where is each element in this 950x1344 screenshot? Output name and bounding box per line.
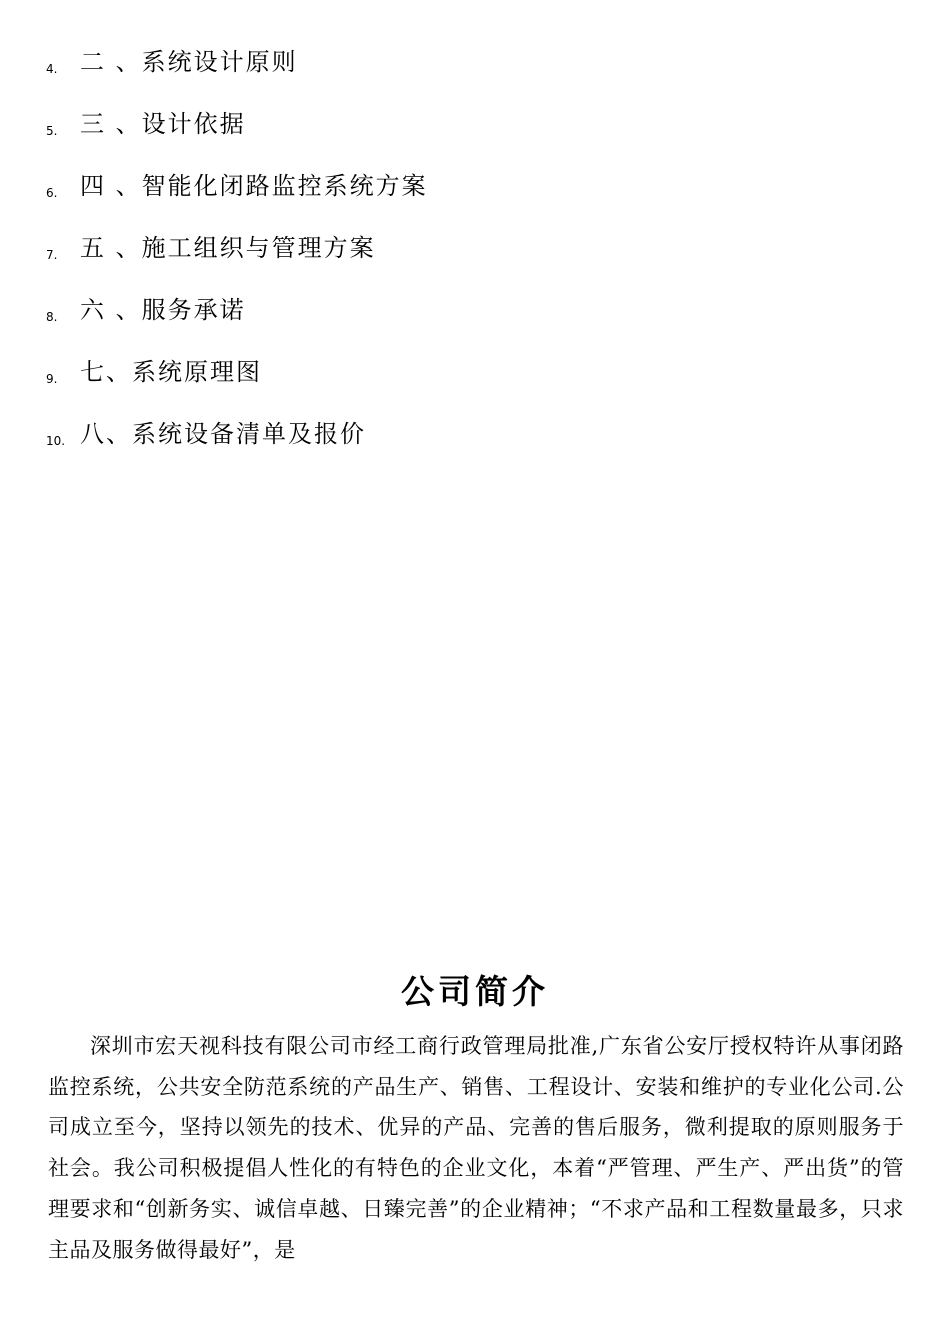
toc-item-number: 6. [46, 186, 58, 200]
toc-item-text: 八、系统设备清单及报价 [80, 420, 366, 448]
toc-item [0, 290, 950, 352]
table-of-contents [0, 42, 950, 476]
toc-item-text: 四 、智能化闭路监控系统方案 [80, 172, 428, 200]
toc-item [0, 104, 950, 166]
toc-item-number: 7. [46, 248, 58, 262]
toc-item-number: 4. [46, 62, 58, 76]
toc-item-number: 9. [46, 372, 58, 386]
toc-item-text: 三 、设计依据 [80, 110, 246, 138]
toc-item-text: 五 、施工组织与管理方案 [80, 234, 376, 262]
toc-item-number: 8. [46, 310, 58, 324]
toc-item [0, 42, 950, 104]
company-intro-paragraph: 深圳市宏天视科技有限公司市经工商行政管理局批准,广东省公安厅授权特许从事闭路监控系统，公共安全防范系统的产品生产、销售、工程设计、安装和维护的专业化公司.公司成立至今，坚持以领先的技术、优异的产品、完善的售后服务，微利提取的原则服务于社会。我公司积极提倡人性化的有特色的企业文化，本着“严管理、严生产、严出货”的管理要求和“创新务实、诚信卓越、日臻完善”的企业精神；“不求产品和工程数量最多，只求主品及服务做得最好”，是 [48, 1034, 904, 1262]
toc-item [0, 166, 950, 228]
toc-item [0, 352, 950, 414]
toc-item [0, 228, 950, 290]
toc-item-text: 二 、系统设计原则 [80, 48, 298, 76]
toc-item [0, 414, 950, 476]
toc-item-text: 六 、服务承诺 [80, 296, 246, 324]
toc-item-text: 七、系统原理图 [80, 358, 262, 386]
toc-item-number: 10. [46, 434, 66, 448]
section-title: 公司简介 [401, 972, 549, 1011]
toc-item-number: 5. [46, 124, 58, 138]
